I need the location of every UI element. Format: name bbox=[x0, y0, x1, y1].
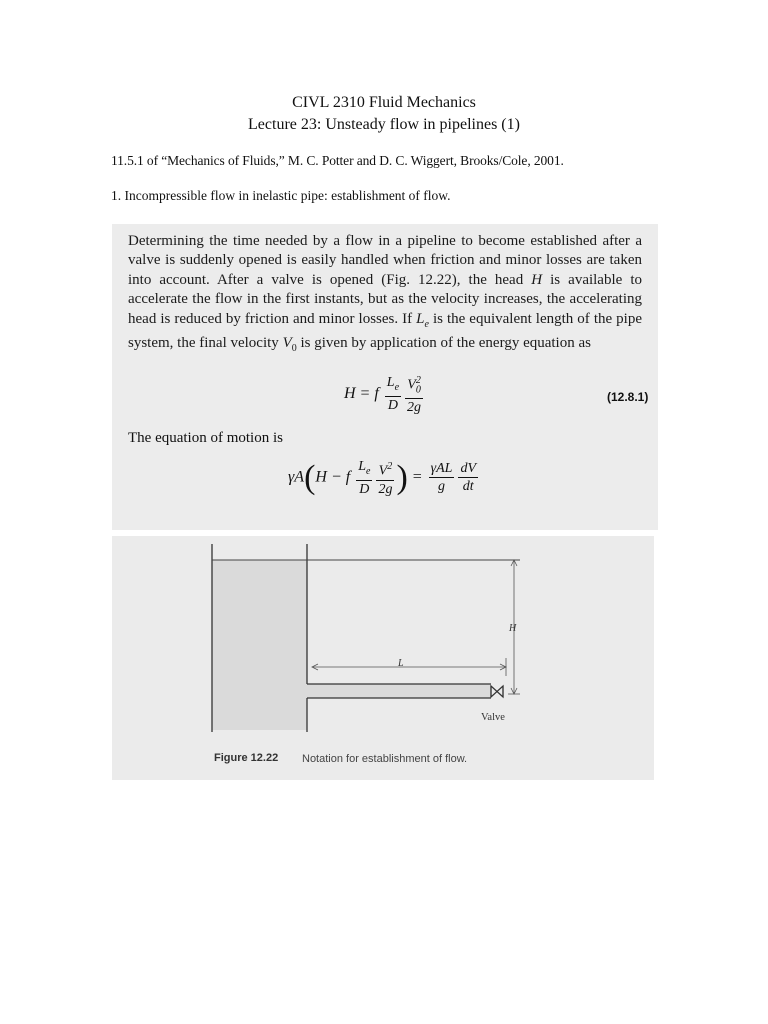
valve-label: Valve bbox=[481, 712, 505, 723]
energy-equation: H = f $\frac{L_e}{D}$ $\frac{V_0^2}{2g}$ bbox=[344, 372, 425, 416]
textbook-reference: 11.5.1 of “Mechanics of Fluids,” M. C. Potter and D. C. Wiggert, Brooks/Cole, 2001. bbox=[111, 153, 564, 168]
figure-caption: Notation for establishment of flow. bbox=[302, 753, 468, 765]
textbook-excerpt bbox=[112, 224, 658, 530]
figure-number: Figure 12.22 bbox=[214, 752, 279, 764]
head-label: H bbox=[509, 623, 517, 634]
course-title: CIVL 2310 Fluid Mechanics bbox=[292, 94, 476, 111]
equation-number: (12.8.1) bbox=[607, 390, 649, 404]
reservoir-pipe-diagram bbox=[112, 536, 654, 780]
pipe-water bbox=[307, 684, 491, 698]
section-heading: 1. Incompressible flow in inelastic pipe: establishment of flow. bbox=[111, 188, 451, 203]
lecture-title: Lecture 23: Unsteady flow in pipelines (1) bbox=[248, 116, 520, 133]
excerpt-paragraph: Determining the time needed by a flow in a pipeline to become established after a valve is suddenly opened is easily handled when friction and minor losses are taken into account. After a valve is opened (Fig. 12.22), the head H is available to accelerate the flow in the first instants, but as the velocity increases, the accelerating head is reduced by friction and minor losses. If $L_e$ is the equivalent length of the pipe system, the final velocity $V_0$ is given by application of the energy equation as bbox=[128, 233, 642, 355]
reservoir-water bbox=[212, 560, 307, 730]
length-label: L bbox=[398, 658, 404, 669]
equation-of-motion: γA(H − f $\frac{L_e}{D}$ $\frac{V^2}{2g}$ ) = $\frac{\text{γAL}}{g}$ $\frac{dV}{dt}$ bbox=[288, 458, 476, 497]
figure-scan bbox=[112, 536, 654, 780]
valve-icon bbox=[491, 686, 503, 697]
motion-label: The equation of motion is bbox=[128, 430, 283, 446]
